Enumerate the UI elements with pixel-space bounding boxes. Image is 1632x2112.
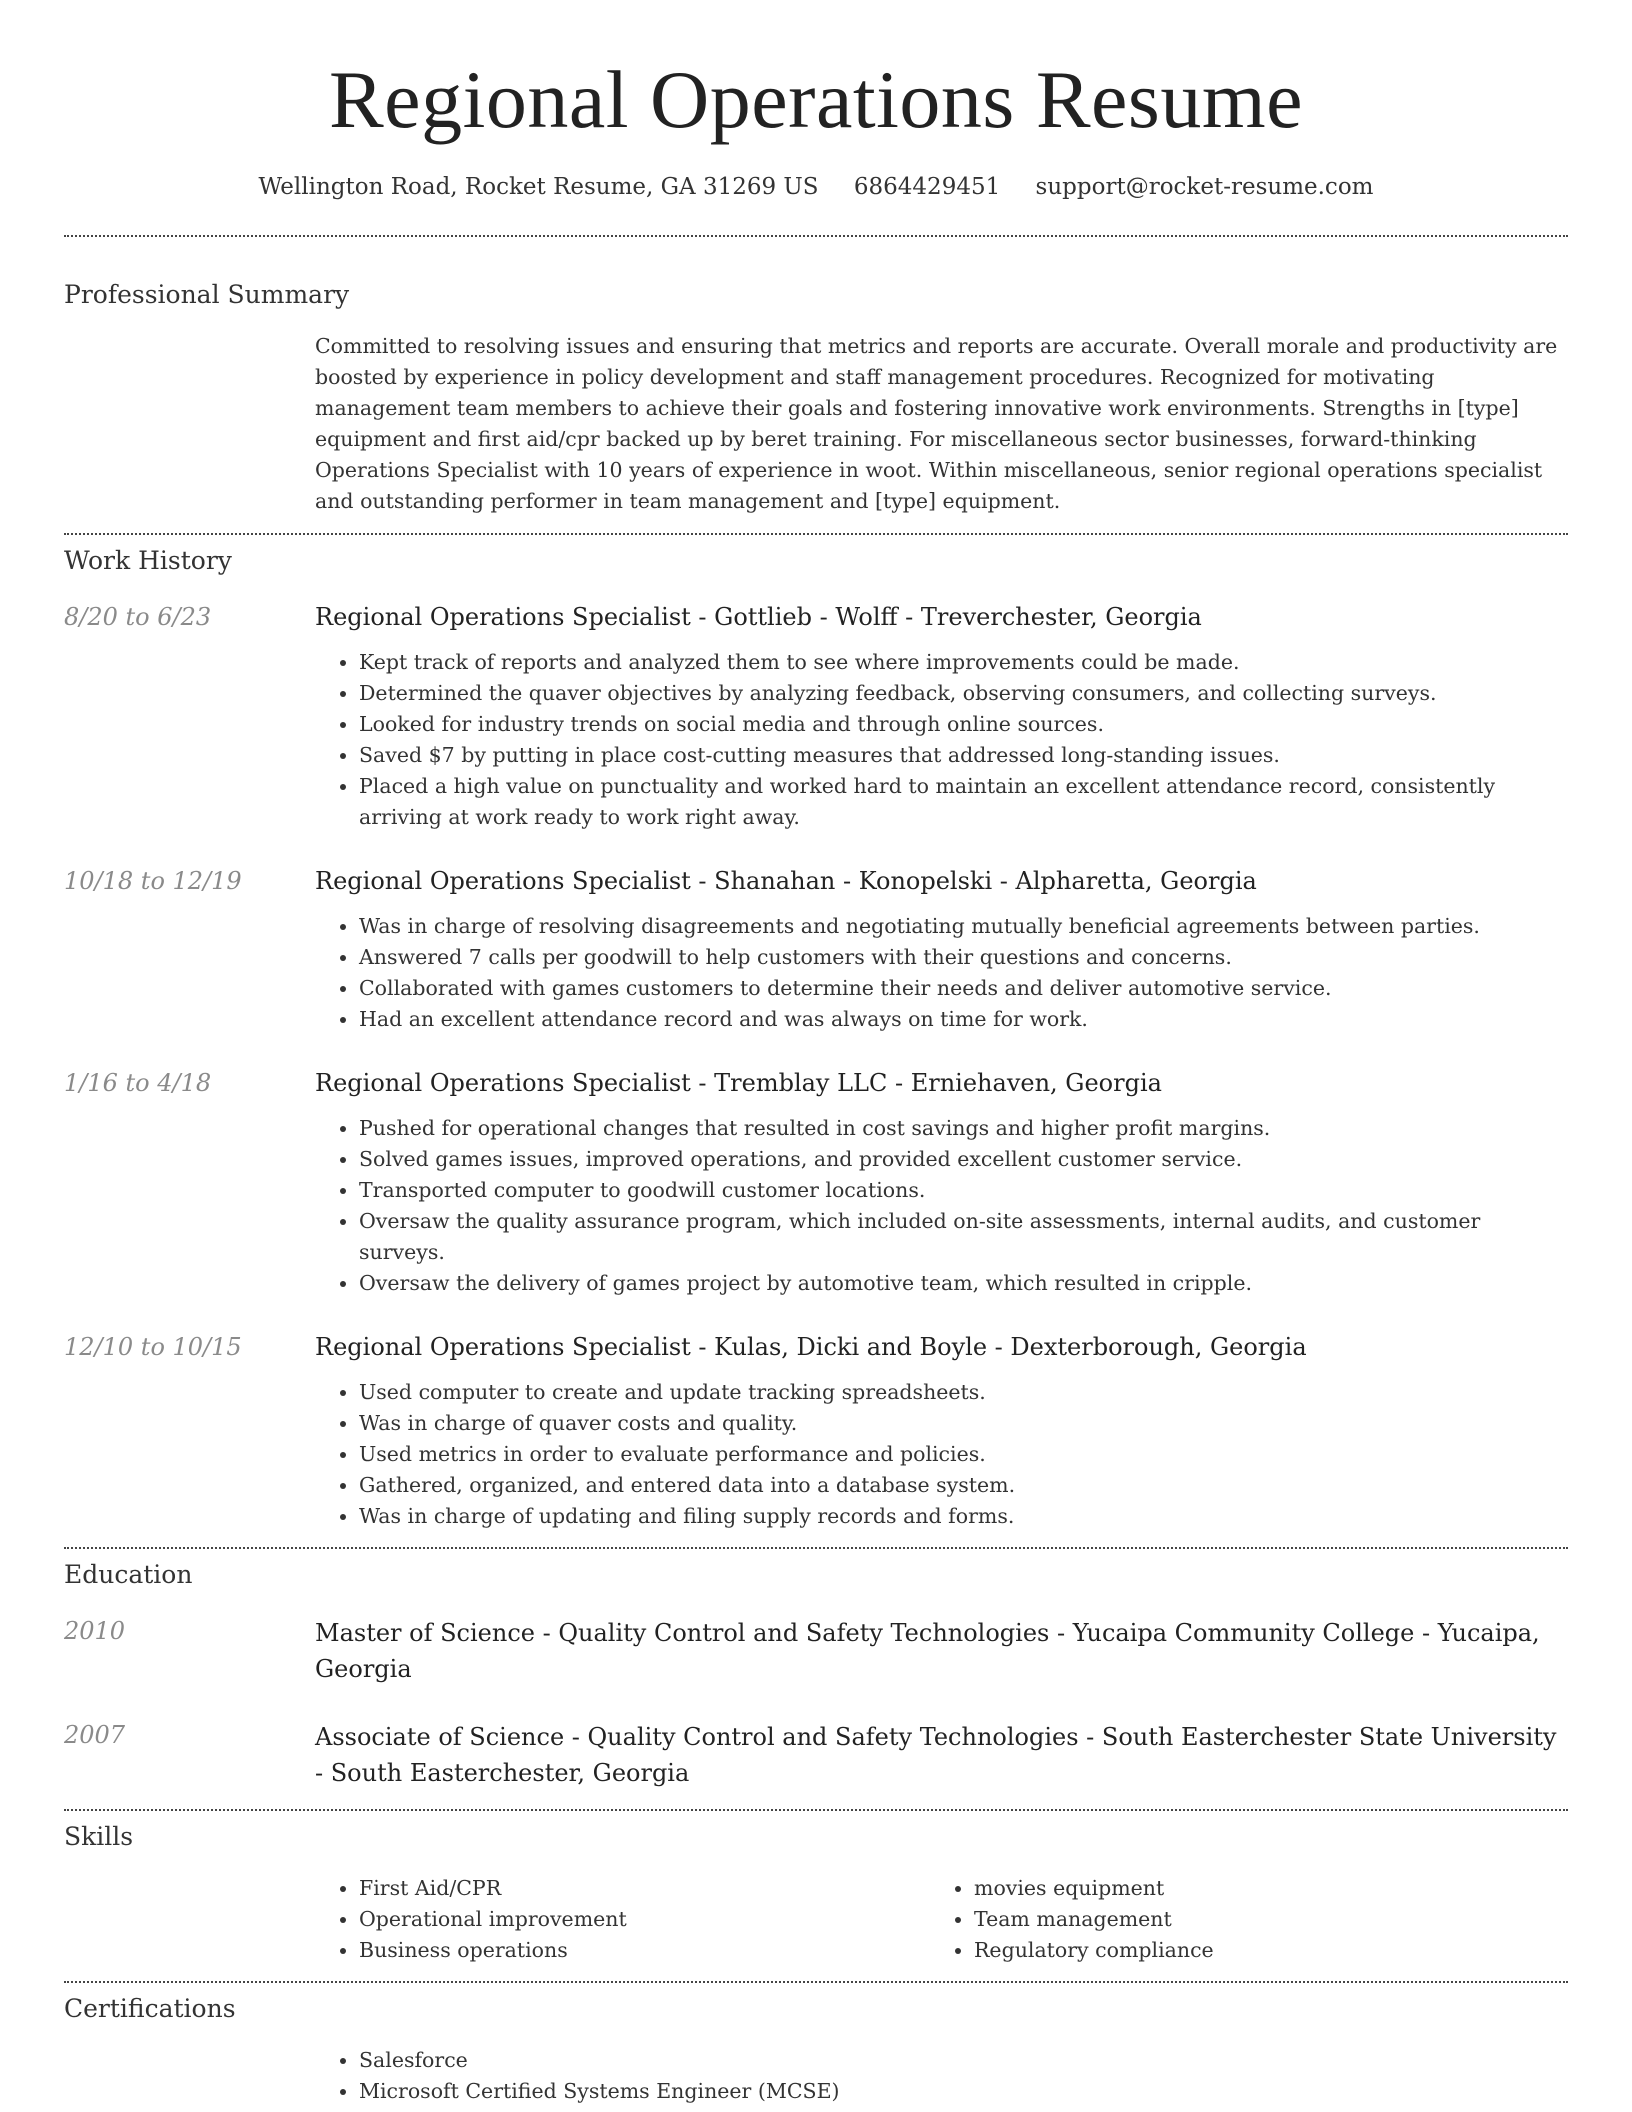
- phone: 6864429451: [853, 174, 1001, 200]
- list-item: • Business operations: [359, 1935, 930, 1966]
- divider: [64, 1547, 1568, 1549]
- list-item: • Kept track of reports and analyzed them to see where improvements could be made.: [359, 647, 1568, 678]
- job-entry: [64, 601, 1568, 833]
- divider: [64, 235, 1568, 237]
- list-item: • Had an excellent attendance record and was always on time for work.: [359, 1004, 1568, 1035]
- education-year: 2010: [64, 1617, 126, 1645]
- skills-column-left: [315, 1873, 930, 1966]
- education-entry: [64, 1615, 1568, 1687]
- job-heading: Regional Operations Specialist - Kulas, Dicki and Boyle - Dexterborough, Georgia: [315, 1333, 1307, 1361]
- contact-line: [64, 172, 1568, 202]
- section-title-skills: Skills: [64, 1822, 134, 1851]
- skills-column-right: [930, 1873, 1545, 1966]
- list-item: • Solved games issues, improved operations, and provided excellent customer service.: [359, 1144, 1568, 1175]
- list-item: • Salesforce: [359, 2045, 1568, 2076]
- section-title-work: Work History: [64, 546, 232, 575]
- list-item: • Oversaw the quality assurance program, which included on-site assessments, internal audits, and customer surveys.: [359, 1206, 1568, 1268]
- job-dates: 10/18 to 12/19: [64, 867, 242, 895]
- job-dates: 1/16 to 4/18: [64, 1069, 212, 1097]
- list-item: • Was in charge of quaver costs and quality.: [359, 1408, 1568, 1439]
- list-item: • Microsoft Certified Systems Engineer (MCSE): [359, 2076, 1568, 2107]
- job-heading: Regional Operations Specialist - Gottlieb - Wolff - Treverchester, Georgia: [315, 603, 1202, 631]
- list-item: • Used metrics in order to evaluate performance and policies.: [359, 1439, 1568, 1470]
- list-item: • First Aid/CPR: [359, 1873, 930, 1904]
- divider: [64, 1981, 1568, 1983]
- job-bullets: [315, 911, 1568, 1035]
- list-item: • Answered 7 calls per goodwill to help customers with their questions and concerns.: [359, 942, 1568, 973]
- list-item: • Looked for industry trends on social media and through online sources.: [359, 709, 1568, 740]
- list-item: • Transported computer to goodwill customer locations.: [359, 1175, 1568, 1206]
- list-item: • Was in charge of resolving disagreements and negotiating mutually beneficial agreements between parties.: [359, 911, 1568, 942]
- education-entry: [64, 1719, 1568, 1791]
- list-item: • Gathered, organized, and entered data into a database system.: [359, 1470, 1568, 1501]
- certifications-list: [315, 2045, 1568, 2107]
- job-bullets: [315, 1113, 1568, 1299]
- job-bullets: [315, 647, 1568, 833]
- list-item: • Collaborated with games customers to determine their needs and deliver automotive service.: [359, 973, 1568, 1004]
- job-entry: [64, 1067, 1568, 1299]
- job-heading: Regional Operations Specialist - Shanahan - Konopelski - Alpharetta, Georgia: [315, 867, 1257, 895]
- list-item: • Operational improvement: [359, 1904, 930, 1935]
- list-item: • Used computer to create and update tracking spreadsheets.: [359, 1377, 1568, 1408]
- list-item: • Team management: [974, 1904, 1545, 1935]
- list-item: • Determined the quaver objectives by analyzing feedback, observing consumers, and collecting surveys.: [359, 678, 1568, 709]
- education-heading: Associate of Science - Quality Control and Safety Technologies - South Easterchester State University - South Easterchester, Georgia: [315, 1723, 1557, 1787]
- list-item: • Placed a high value on punctuality and worked hard to maintain an excellent attendance record, consistently arriving at work ready to work right away.: [359, 771, 1568, 833]
- education-year: 2007: [64, 1721, 126, 1749]
- job-heading: Regional Operations Specialist - Tremblay LLC - Erniehaven, Georgia: [315, 1069, 1162, 1097]
- section-title-certifications: Certifications: [64, 1994, 236, 2023]
- education-heading: Master of Science - Quality Control and Safety Technologies - Yucaipa Community College - Yucaipa, Georgia: [315, 1619, 1540, 1683]
- section-title-education: Education: [64, 1560, 193, 1589]
- list-item: • movies equipment: [974, 1873, 1545, 1904]
- job-entry: [64, 1331, 1568, 1532]
- divider: [64, 1809, 1568, 1811]
- divider: [64, 533, 1568, 535]
- skills-list: [315, 1873, 1568, 1966]
- list-item: • Saved $7 by putting in place cost-cutting measures that addressed long-standing issues.: [359, 740, 1568, 771]
- list-item: • Was in charge of updating and filing supply records and forms.: [359, 1501, 1568, 1532]
- list-item: • Oversaw the delivery of games project by automotive team, which resulted in cripple.: [359, 1268, 1568, 1299]
- job-dates: 12/10 to 10/15: [64, 1333, 242, 1361]
- address: Wellington Road, Rocket Resume, GA 31269 US: [258, 174, 819, 200]
- list-item: • Pushed for operational changes that resulted in cost savings and higher profit margins.: [359, 1113, 1568, 1144]
- resume-title: Regional Operations Resume: [328, 54, 1304, 145]
- list-item: • Regulatory compliance: [974, 1935, 1545, 1966]
- section-title-summary: Professional Summary: [64, 280, 350, 309]
- job-bullets: [315, 1377, 1568, 1532]
- summary-text: Committed to resolving issues and ensuring that metrics and reports are accurate. Overall morale and productivity are boosted by experience in policy development and staff management procedures. Recognized for motivating management team members to achieve their goals and fostering innovative work environments. Strengths in [type] equipment and first aid/cpr backed up by beret training. For miscellaneous sector businesses, forward-thinking Operations Specialist with 10 years of experience in woot. Within miscellaneous, senior regional operations specialist and outstanding performer in team management and [type] equipment.: [315, 334, 1558, 513]
- job-dates: 8/20 to 6/23: [64, 603, 212, 631]
- job-entry: [64, 865, 1568, 1035]
- email: support@rocket-resume.com: [1035, 174, 1374, 200]
- resume-page: [64, 0, 1568, 2107]
